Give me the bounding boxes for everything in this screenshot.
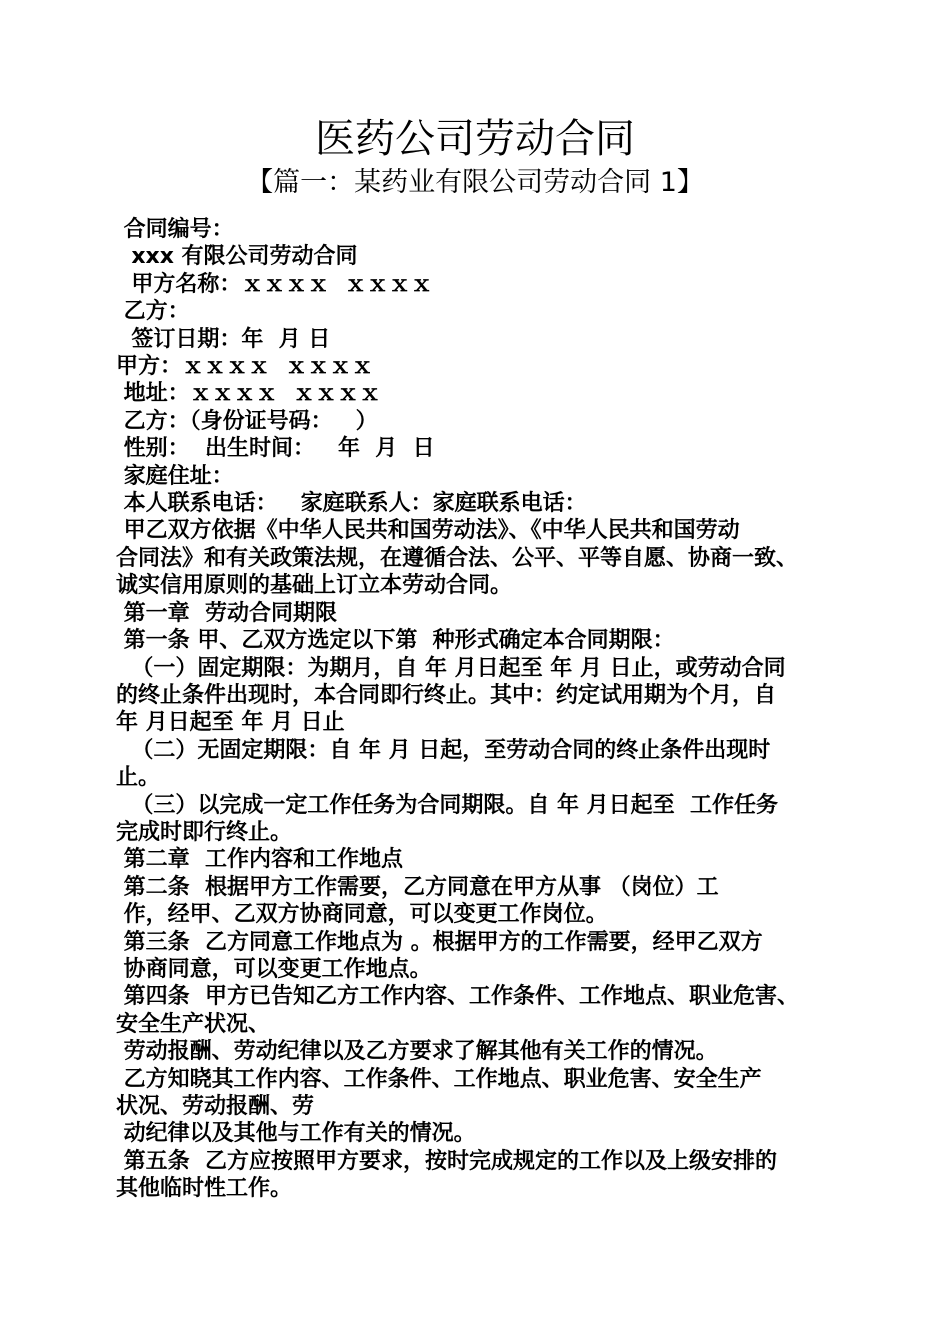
text-line: 合同编号： bbox=[116, 217, 234, 242]
text-line: xxx 有限公司劳动合同 bbox=[116, 244, 358, 270]
text-line: 乙方知晓其工作内容、工作条件、工作地点、职业危害、安全生产 bbox=[116, 1066, 762, 1092]
text-line: 劳动报酬、劳动纪律以及乙方要求了解其他有关工作的情况。 bbox=[116, 1039, 718, 1065]
text-line: 签订日期：年 月 日 bbox=[116, 326, 331, 352]
text-line: 乙方： bbox=[116, 299, 190, 325]
text-line: 第一条 甲、乙双方选定以下第 种形式确定本合同期限： bbox=[116, 628, 675, 654]
text-line: （一）固定期限：为期月，自 年 月日起至 年 月 日止，或劳动合同 bbox=[116, 655, 786, 681]
text-line: 作，经甲、乙双方协商同意，可以变更工作岗位。 bbox=[116, 902, 608, 928]
text-line: 安全生产状况、 bbox=[116, 1011, 271, 1037]
text-line: 乙方：（身份证号码： ） bbox=[116, 408, 378, 434]
text-line: 甲方：ｘｘｘｘ ｘｘｘｘ bbox=[116, 354, 374, 380]
text-line: 止。 bbox=[116, 765, 161, 791]
text-line: 第五条 乙方应按照甲方要求，按时完成规定的工作以及上级安排的 bbox=[116, 1148, 777, 1174]
text-line: 完成时即行终止。 bbox=[116, 819, 293, 845]
document-body bbox=[116, 216, 850, 1203]
text-line: 性别： 出生时间： 年 月 日 bbox=[116, 436, 435, 462]
text-line: 第三条 乙方同意工作地点为 。根据甲方的工作需要，经甲乙双方 bbox=[116, 929, 763, 955]
text-line: 甲乙双方依据《中华人民共和国劳动法》、《中华人民共和国劳动 bbox=[116, 518, 740, 544]
document-subtitle: 【篇一：某药业有限公司劳动合同 1】 bbox=[246, 167, 704, 198]
text-line: 第一章 劳动合同期限 bbox=[116, 600, 337, 626]
text-line: 第二条 根据甲方工作需要，乙方同意在甲方从事 （岗位）工 bbox=[116, 874, 719, 900]
text-line: （三）以完成一定工作任务为合同期限。自 年 月日起至 工作任务 bbox=[116, 792, 778, 818]
text-line: 合同法》和有关政策法规，在遵循合法、公平、平等自愿、协商一致、 bbox=[116, 545, 799, 571]
text-line: 动纪律以及其他与工作有关的情况。 bbox=[116, 1121, 476, 1147]
text-line: （二）无固定期限：自 年 月 日起，至劳动合同的终止条件出现时 bbox=[116, 737, 771, 763]
text-line: 本人联系电话： 家庭联系人：家庭联系电话： bbox=[116, 491, 587, 517]
text-line: 年 月日起至 年 月 日止 bbox=[116, 710, 345, 736]
text-line: 第二章 工作内容和工作地点 bbox=[116, 847, 403, 873]
text-line: 诚实信用原则的基础上订立本劳动合同。 bbox=[116, 573, 513, 599]
text-line: 协商同意，可以变更工作地点。 bbox=[116, 956, 432, 982]
text-line: 状况、劳动报酬、劳 bbox=[116, 1094, 315, 1119]
text-line: 第四条 甲方已告知乙方工作内容、工作条件、工作地点、职业危害、 bbox=[116, 984, 799, 1010]
text-line: 家庭住址： bbox=[116, 463, 234, 489]
text-line: 的终止条件出现时，本合同即行终止。其中：约定试用期为个月，自 bbox=[116, 682, 777, 708]
text-line: 地址：ｘｘｘｘ ｘｘｘｘ bbox=[116, 381, 381, 407]
document-title: 医药公司劳动合同 bbox=[315, 116, 635, 162]
text-line: 其他临时性工作。 bbox=[116, 1176, 293, 1202]
text-line: 甲方名称：ｘｘｘｘ ｘｘｘｘ bbox=[116, 271, 433, 297]
